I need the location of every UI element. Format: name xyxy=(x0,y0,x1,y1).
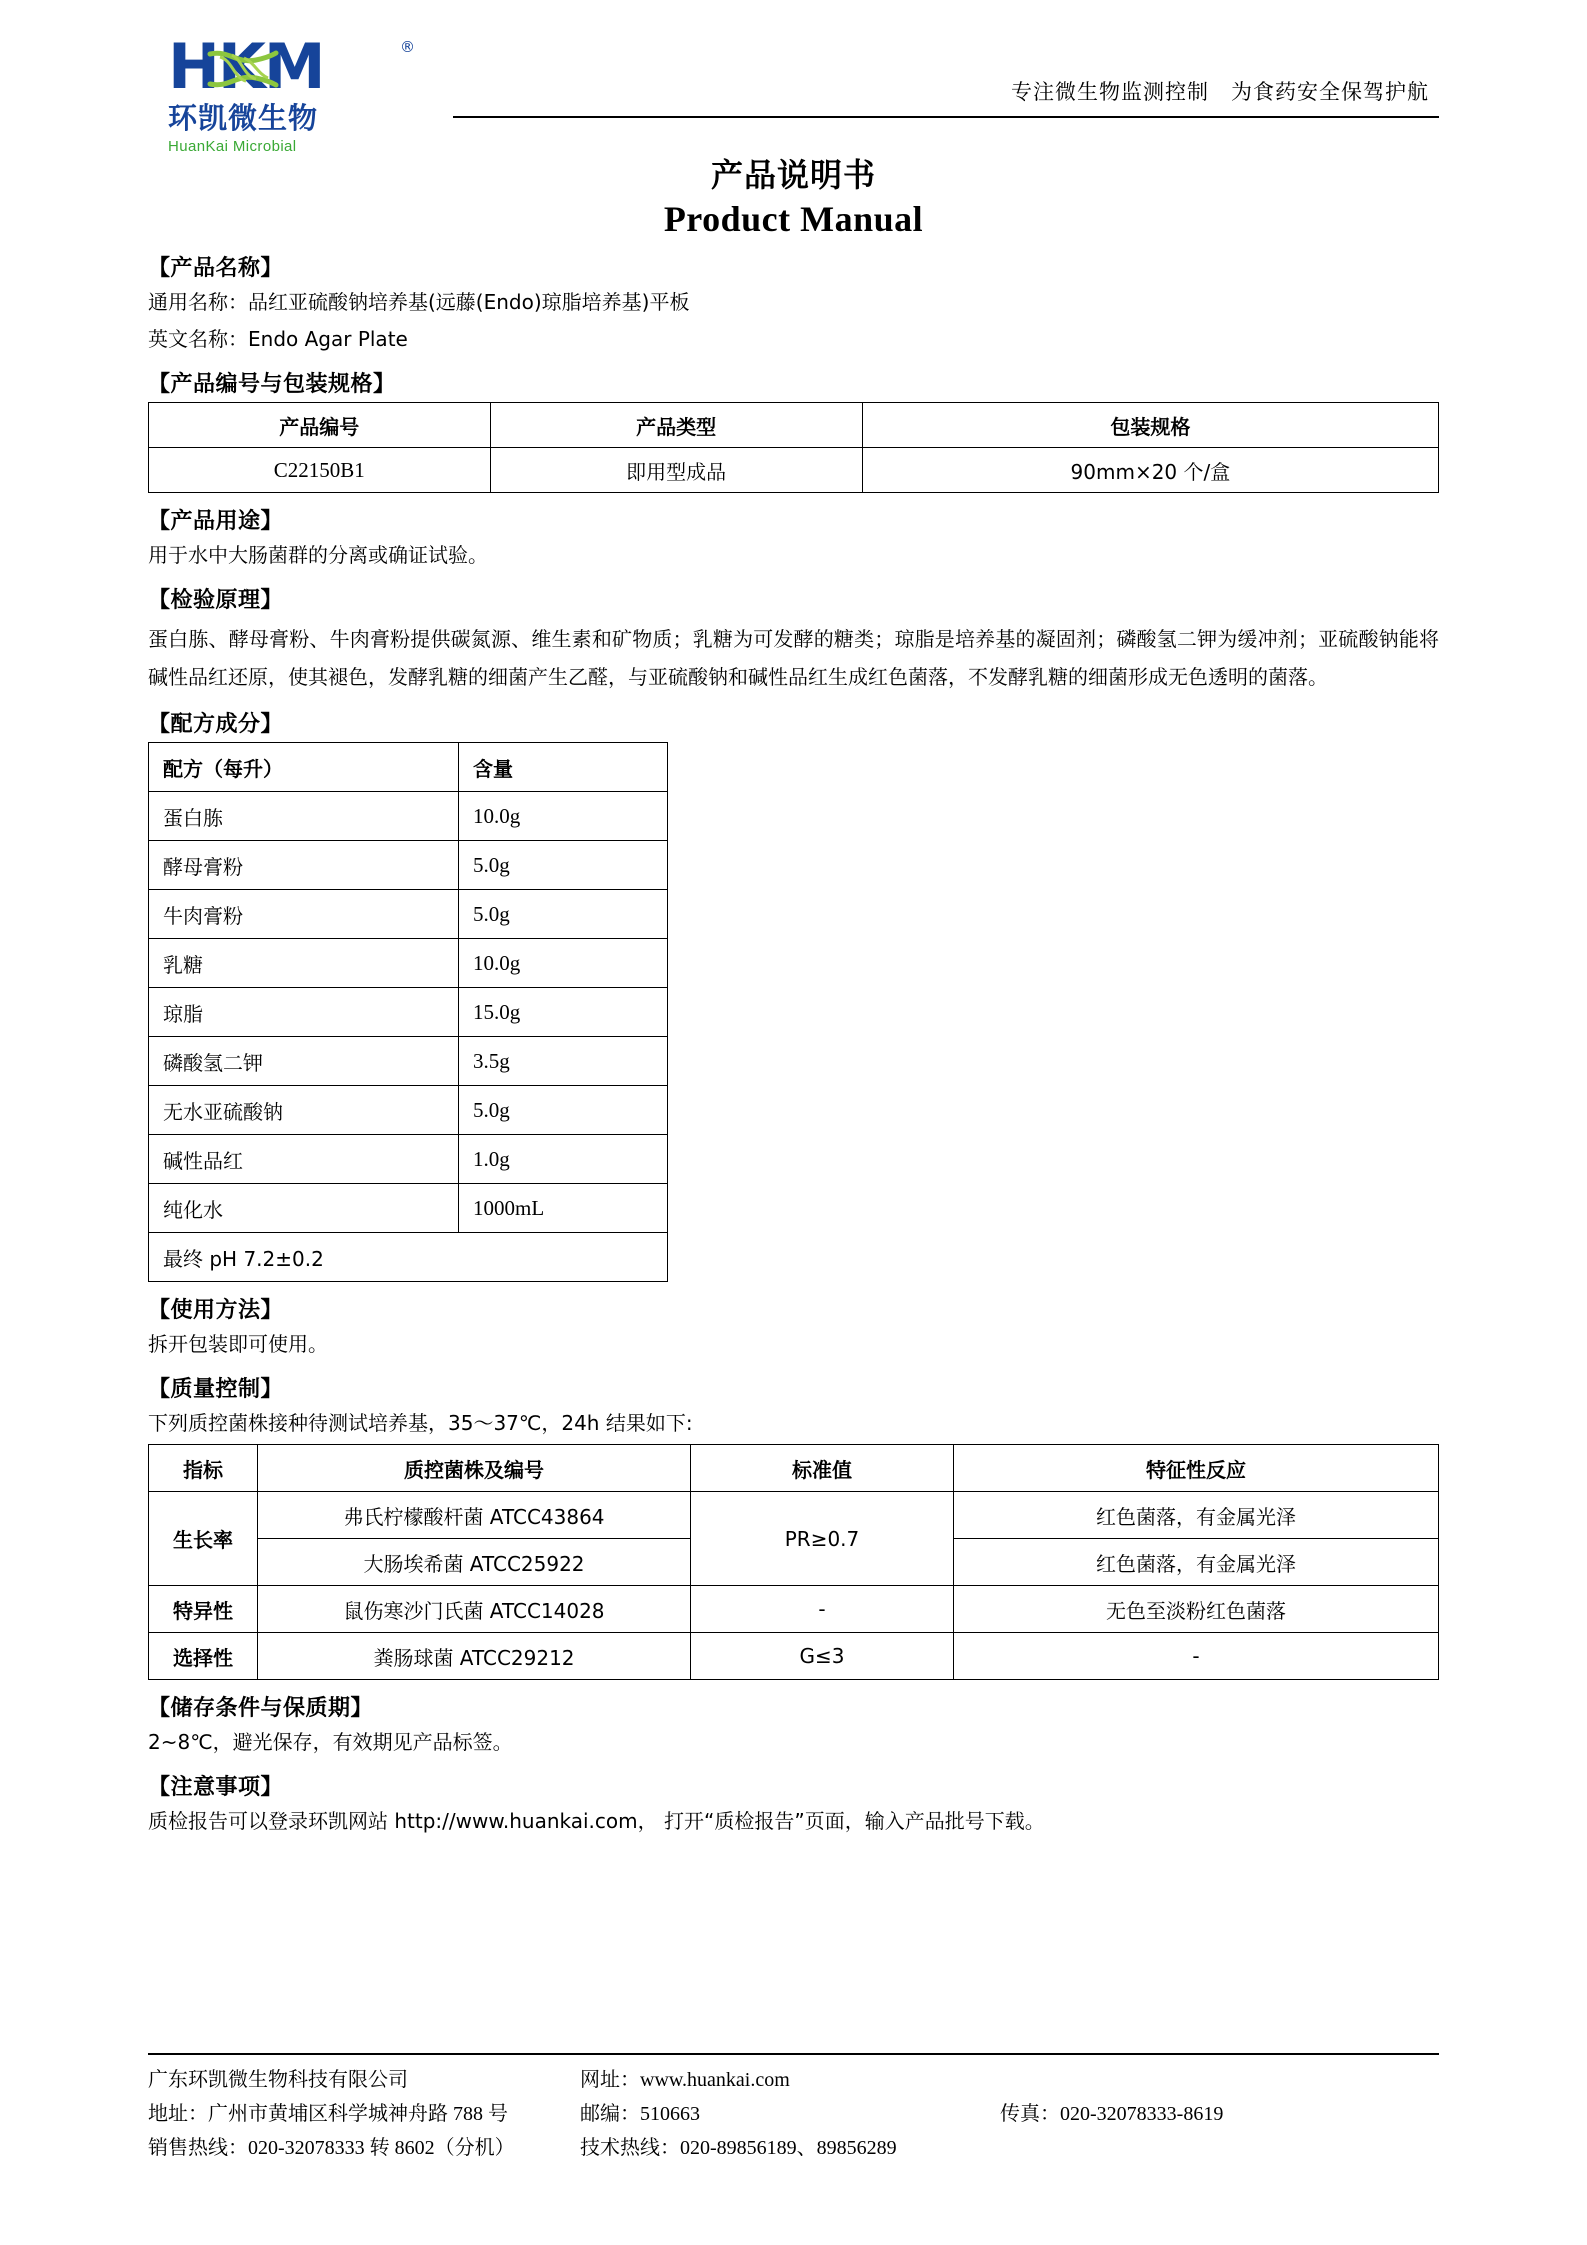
table-row xyxy=(149,1135,668,1184)
formula-ingredient: 牛肉膏粉 xyxy=(149,890,459,939)
footer-address: 地址：广州市黄埔区科学城神舟路 788 号 xyxy=(148,2103,508,2125)
footer-tech-row xyxy=(580,2131,1439,2165)
section-heading-quality: 【质量控制】 xyxy=(148,1377,284,1402)
usage-text: 用于水中大肠菌群的分离或确证试验。 xyxy=(148,543,488,567)
footer-content xyxy=(148,2063,1439,2165)
english-name-label: 英文名称： xyxy=(148,327,248,351)
footer-sales-hotline: 销售热线：020-32078333 转 8602（分机） xyxy=(148,2137,515,2159)
spec-value-product-no: C22150B1 xyxy=(149,448,491,493)
qc-reaction: 红色菌落，有金属光泽 xyxy=(954,1492,1439,1539)
formula-ingredient: 磷酸氢二钾 xyxy=(149,1037,459,1086)
quality-intro-text: 下列质控菌株接种待测试培养基，35～37℃，24h 结果如下: xyxy=(148,1411,693,1435)
quality-control-table xyxy=(148,1444,1439,1680)
formula-col-amount: 含量 xyxy=(459,743,668,792)
qc-strain: 弗氏柠檬酸杆菌 ATCC43864 xyxy=(258,1492,691,1539)
page-title-cn: 产品说明书 xyxy=(710,156,876,194)
qc-strain: 大肠埃希菌 ATCC25922 xyxy=(258,1539,691,1586)
formula-ingredient: 蛋白胨 xyxy=(149,792,459,841)
logo-chinese-name: 环凯微生物 xyxy=(168,101,319,135)
section-heading-spec: 【产品编号与包装规格】 xyxy=(148,372,396,397)
formula-amount: 5.0g xyxy=(459,890,668,939)
footer-right-column xyxy=(580,2063,1439,2165)
qc-reaction: 无色至淡粉红色菌落 xyxy=(954,1586,1439,1633)
formula-table-header-row xyxy=(149,743,668,792)
footer-website: 网址：www.huankai.com xyxy=(580,2069,790,2091)
registered-trademark-icon: ® xyxy=(400,38,415,56)
footer-fax: 传真：020-32078333-8619 xyxy=(1000,2103,1224,2125)
table-row xyxy=(149,1037,668,1086)
formula-ingredient: 纯化水 xyxy=(149,1184,459,1233)
notes-text: 质检报告可以登录环凯网站 http://www.huankai.com， 打开“质检报告”页面，输入产品批号下载。 xyxy=(148,1809,1045,1833)
qc-index-growth-rate: 生长率 xyxy=(149,1492,258,1586)
method-text: 拆开包装即可使用。 xyxy=(148,1332,328,1356)
qc-col-strain: 质控菌株及编号 xyxy=(258,1445,691,1492)
qc-strain: 鼠伤寒沙门氏菌 ATCC14028 xyxy=(258,1586,691,1633)
spec-value-product-type: 即用型成品 xyxy=(490,448,862,493)
table-row xyxy=(149,448,1439,493)
footer-left-column xyxy=(148,2063,580,2165)
section-heading-method: 【使用方法】 xyxy=(148,1298,284,1323)
spec-col-package: 包装规格 xyxy=(862,403,1438,448)
dna-helix-icon xyxy=(206,48,280,90)
formula-ingredient: 碱性品红 xyxy=(149,1135,459,1184)
spec-col-product-no: 产品编号 xyxy=(149,403,491,448)
generic-name-value: 品红亚硫酸钠培养基(远藤(Endo)琼脂培养基)平板 xyxy=(248,290,690,314)
formula-ingredient: 乳糖 xyxy=(149,939,459,988)
formula-ingredient: 无水亚硫酸钠 xyxy=(149,1086,459,1135)
formula-amount: 3.5g xyxy=(459,1037,668,1086)
footer-divider xyxy=(148,2053,1439,2055)
formula-amount: 5.0g xyxy=(459,1086,668,1135)
formula-amount: 5.0g xyxy=(459,841,668,890)
formula-amount: 1000mL xyxy=(459,1184,668,1233)
tagline-left: 专注微生物监测控制 xyxy=(1011,80,1209,104)
logo-mark xyxy=(168,30,436,103)
logo-english-name: HuanKai Microbial xyxy=(168,138,297,155)
section-heading-principle: 【检验原理】 xyxy=(148,588,284,613)
qc-index-specificity: 特异性 xyxy=(149,1586,258,1633)
qc-table-header-row xyxy=(149,1445,1439,1492)
table-row xyxy=(149,939,668,988)
table-row xyxy=(149,841,668,890)
table-row xyxy=(149,988,668,1037)
page-header xyxy=(148,28,1439,155)
page-title-en: Product Manual xyxy=(663,199,924,239)
qc-strain: 粪肠球菌 ATCC29212 xyxy=(258,1633,691,1680)
generic-name-label: 通用名称： xyxy=(148,290,248,314)
table-row xyxy=(149,792,668,841)
footer-tech-hotline: 技术热线：020-89856189、89856289 xyxy=(580,2137,897,2159)
page-footer xyxy=(148,2053,1439,2165)
header-divider xyxy=(453,116,1439,118)
formula-amount: 1.0g xyxy=(459,1135,668,1184)
footer-website-row xyxy=(580,2063,1439,2097)
qc-col-index: 指标 xyxy=(149,1445,258,1492)
section-heading-product-name: 【产品名称】 xyxy=(148,256,284,281)
section-heading-storage: 【储存条件与保质期】 xyxy=(148,1696,374,1721)
section-heading-formula: 【配方成分】 xyxy=(148,712,284,737)
table-row xyxy=(149,1492,1439,1539)
table-row xyxy=(149,1184,668,1233)
formula-amount: 10.0g xyxy=(459,939,668,988)
spec-table xyxy=(148,402,1439,493)
principle-text: 蛋白胨、酵母膏粉、牛肉膏粉提供碳氮源、维生素和矿物质；乳糖为可发酵的糖类；琼脂是培养基的凝固剂；磷酸氢二钾为缓冲剂；亚硫酸钠能将碱性品红还原，使其褪色，发酵乳糖的细菌产生乙醛，与亚硫酸钠和碱性品红生成红色菌落，不发酵乳糖的细菌形成无色透明的菌落。 xyxy=(148,627,1439,689)
section-heading-usage: 【产品用途】 xyxy=(148,509,284,534)
qc-standard: PR≥0.7 xyxy=(691,1492,954,1586)
formula-amount: 15.0g xyxy=(459,988,668,1037)
table-row xyxy=(149,1633,1439,1680)
formula-table-body xyxy=(149,792,668,1282)
formula-col-name: 配方（每升） xyxy=(149,743,459,792)
footer-postcode-row xyxy=(580,2097,1439,2131)
qc-col-reaction: 特征性反应 xyxy=(954,1445,1439,1492)
spec-table-header-row xyxy=(149,403,1439,448)
formula-ingredient: 琼脂 xyxy=(149,988,459,1037)
header-tagline xyxy=(1011,76,1429,106)
tagline-right: 为食药安全保驾护航 xyxy=(1231,80,1429,104)
section-heading-notes: 【注意事项】 xyxy=(148,1775,284,1800)
qc-reaction: - xyxy=(954,1633,1439,1680)
table-row-ph xyxy=(149,1233,668,1282)
table-row xyxy=(149,1086,668,1135)
spec-col-product-type: 产品类型 xyxy=(490,403,862,448)
formula-final-ph: 最终 pH 7.2±0.2 xyxy=(149,1233,668,1282)
qc-standard: - xyxy=(691,1586,954,1633)
formula-amount: 10.0g xyxy=(459,792,668,841)
qc-standard: G≤3 xyxy=(691,1633,954,1680)
footer-postcode: 邮编：510663 xyxy=(580,2103,700,2125)
english-name-value: Endo Agar Plate xyxy=(248,327,408,351)
generic-name-line xyxy=(148,285,1439,319)
formula-table xyxy=(148,742,668,1282)
table-row xyxy=(149,1586,1439,1633)
formula-ingredient: 酵母膏粉 xyxy=(149,841,459,890)
storage-text: 2~8℃，避光保存，有效期见产品标签。 xyxy=(148,1730,513,1754)
footer-company: 广东环凯微生物科技有限公司 xyxy=(148,2069,408,2091)
table-row xyxy=(149,890,668,939)
qc-col-standard: 标准值 xyxy=(691,1445,954,1492)
logo-letters-text: HKM xyxy=(168,30,324,103)
company-logo xyxy=(168,30,458,155)
qc-index-selectivity: 选择性 xyxy=(149,1633,258,1680)
spec-value-package: 90mm×20 个/盒 xyxy=(862,448,1438,493)
english-name-line xyxy=(148,322,1439,356)
qc-reaction: 红色菌落，有金属光泽 xyxy=(954,1539,1439,1586)
